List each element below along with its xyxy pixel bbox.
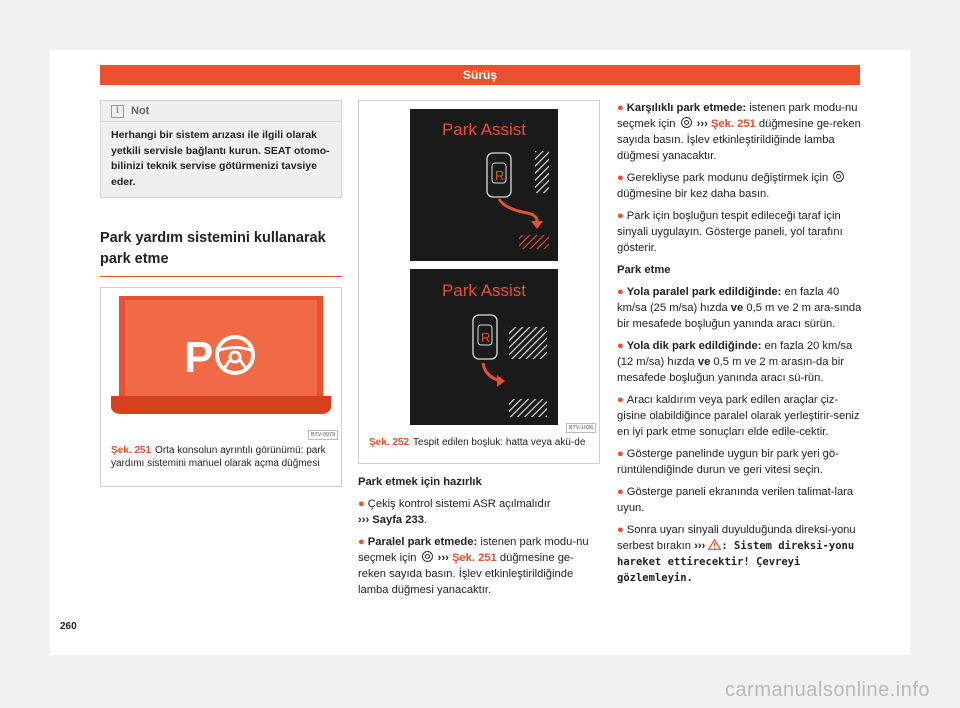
- bullet-bold: ve: [730, 302, 744, 314]
- bullet-item: [617, 522, 862, 586]
- link-arrows: ›››: [437, 552, 449, 564]
- note-title: Not: [131, 105, 150, 117]
- figure-link[interactable]: Şek. 251: [710, 118, 756, 130]
- bullet-item: [617, 392, 862, 440]
- link-arrows: ›››: [696, 118, 708, 130]
- column-left: [100, 100, 342, 487]
- bullet-bold: Yola paralel park edildiğinde:: [626, 286, 782, 298]
- bullet-item: [617, 446, 862, 478]
- bullet-item: [617, 208, 862, 256]
- bullet-icon: ●: [358, 536, 365, 548]
- park-assist-icon: [681, 117, 692, 128]
- link-arrows: ›››: [358, 514, 370, 526]
- bullet-icon: ●: [617, 172, 624, 184]
- bullet-icon: ●: [358, 498, 365, 510]
- screen-r-top: R: [495, 168, 505, 183]
- bullet-item: [358, 496, 600, 528]
- screen-r-bottom: R: [481, 330, 491, 345]
- figure-251: [100, 287, 342, 487]
- bullet-icon: ●: [617, 210, 624, 222]
- bullet-text: istenen park modu-nu seçmek için: [358, 536, 589, 564]
- note-body: Herhangi bir sistem arızası ile ilgili olarak yetkili servisle bağlantı kurun. SEAT otomo-bilinizi teknik servise götürmenizi tavsiye eder.: [111, 129, 330, 188]
- screen-title-top: Park Assist: [441, 120, 527, 139]
- bullet-text: düğmesine ge-reken sayıda basın. İşlev etkinleştirildiğinde lamba düğmesi yanacaktır.: [617, 118, 861, 162]
- bullet-text: Çekiş kontrol sistemi ASR açılmalıdır: [367, 498, 551, 510]
- bullet-item: [617, 338, 862, 386]
- bullet-text: Gerekliyse park modunu değiştirmek için: [626, 172, 832, 184]
- bullet-text: Park için boşluğun tespit edileceği taraf için sinyali uygulayın. Gösterge paneli, yol tarafını gösterir.: [617, 210, 843, 254]
- page-link[interactable]: Sayfa 233: [372, 514, 424, 526]
- bullet-icon: ●: [617, 286, 624, 298]
- bullet-icon: ●: [617, 524, 624, 536]
- subheading: Park etmek için hazırlık: [358, 476, 482, 488]
- subheading: Park etme: [617, 264, 671, 276]
- bullet-text: 0,5 m ve 2 m ara-sında bir mesafede boşluğun yanında aracı sürün.: [617, 302, 862, 330]
- bullet-text: düğmesine bir kez daha basın.: [617, 188, 770, 200]
- bullet-icon: ●: [617, 448, 624, 460]
- svg-text:P: P: [184, 333, 214, 382]
- figure-251-image: [111, 296, 331, 431]
- chapter-header: Sürüş: [100, 65, 860, 85]
- bullet-icon: ●: [617, 394, 624, 406]
- bullet-item: [358, 534, 600, 598]
- figure-label: Şek. 252: [369, 437, 410, 448]
- park-assist-display-illustration: [359, 101, 599, 431]
- figure-252: [358, 100, 600, 464]
- figure-link[interactable]: Şek. 251: [451, 552, 497, 564]
- bullet-bold: Yola dik park edildiğinde:: [626, 340, 762, 352]
- bullet-text: istenen park modu-nu seçmek için: [617, 102, 858, 130]
- screen-title-bottom: Park Assist: [441, 281, 527, 300]
- col2-text: [358, 474, 600, 598]
- page-number: 260: [60, 621, 77, 632]
- bullet-bold: Paralel park etmede:: [367, 536, 478, 548]
- figure-caption: [111, 444, 333, 470]
- park-assist-button-illustration: [111, 296, 331, 431]
- park-assist-icon: [422, 551, 433, 562]
- note-box: [100, 100, 342, 198]
- bullet-bold: ve: [697, 356, 711, 368]
- bullet-text: düğmesine ge-reken sayıda basın. İşlev etkinleştirildiğinde lamba düğmesi yanacaktır.: [358, 552, 574, 596]
- figure-caption-text: Orta konsolun ayrıntılı görünümü: park yardımı sistemini manuel olarak açma düğmesi: [111, 445, 326, 469]
- bullet-text: Gösterge paneli ekranında verilen talimat-lara uyun.: [617, 486, 854, 514]
- bullet-icon: ●: [617, 486, 624, 498]
- bullet-icon: ●: [617, 102, 624, 114]
- note-header: [101, 101, 341, 122]
- bullet-text: Sonra uyarı sinyali duyulduğunda direksi-yonu serbest bırakın: [617, 524, 856, 552]
- warning-text: : Sistem direksi-yonu hareket ettirecektir! Çevreyi gözlemleyin.: [617, 540, 855, 584]
- figure-label: Şek. 251: [111, 445, 152, 456]
- bullet-item: [617, 100, 862, 164]
- bullet-icon: ●: [617, 340, 624, 352]
- watermark: carmanualsonline.info: [724, 679, 930, 701]
- figure-caption-text: Tespit edilen boşluk: hatta veya akü-de: [413, 437, 586, 448]
- figure-code: B7V-1036: [566, 423, 596, 433]
- link-arrows: ›››: [694, 540, 706, 552]
- bullet-text: .: [423, 514, 428, 526]
- park-assist-icon: [833, 171, 844, 182]
- bullet-text: Gösterge panelinde uygun bir park yeri gö-rüntülendiğinde durun ve geri vitesi seçin.: [617, 448, 839, 476]
- bullet-text: en fazla 20 km/sa (12 m/sa) hızda: [617, 340, 853, 368]
- figure-caption: [369, 436, 591, 449]
- bullet-text: 0,5 m ve 2 m arasın-da bir mesafede boşluğun yanında aracı sü-rün.: [617, 356, 844, 384]
- bullet-text: en fazla 40 km/sa (25 m/sa) hızda: [617, 286, 840, 314]
- bullet-item: [617, 170, 862, 202]
- bullet-item: [617, 284, 862, 332]
- info-icon: i: [111, 105, 124, 118]
- column-right: [617, 100, 862, 592]
- warning-triangle-icon[interactable]: [708, 539, 721, 550]
- section-title: Park yardım sistemini kullanarak park etme: [100, 228, 342, 277]
- bullet-item: [617, 484, 862, 516]
- bullet-bold: Karşılıklı park etmede:: [626, 102, 747, 114]
- bullet-text: Aracı kaldırım veya park edilen araçlar çiz-gisine olabildiğince paralel olarak yerleştirir-seniz en iyi park etme sonuçları elde edile-cektir.: [617, 394, 860, 438]
- figure-code: B7V-0979: [308, 430, 338, 440]
- column-middle: [358, 100, 600, 604]
